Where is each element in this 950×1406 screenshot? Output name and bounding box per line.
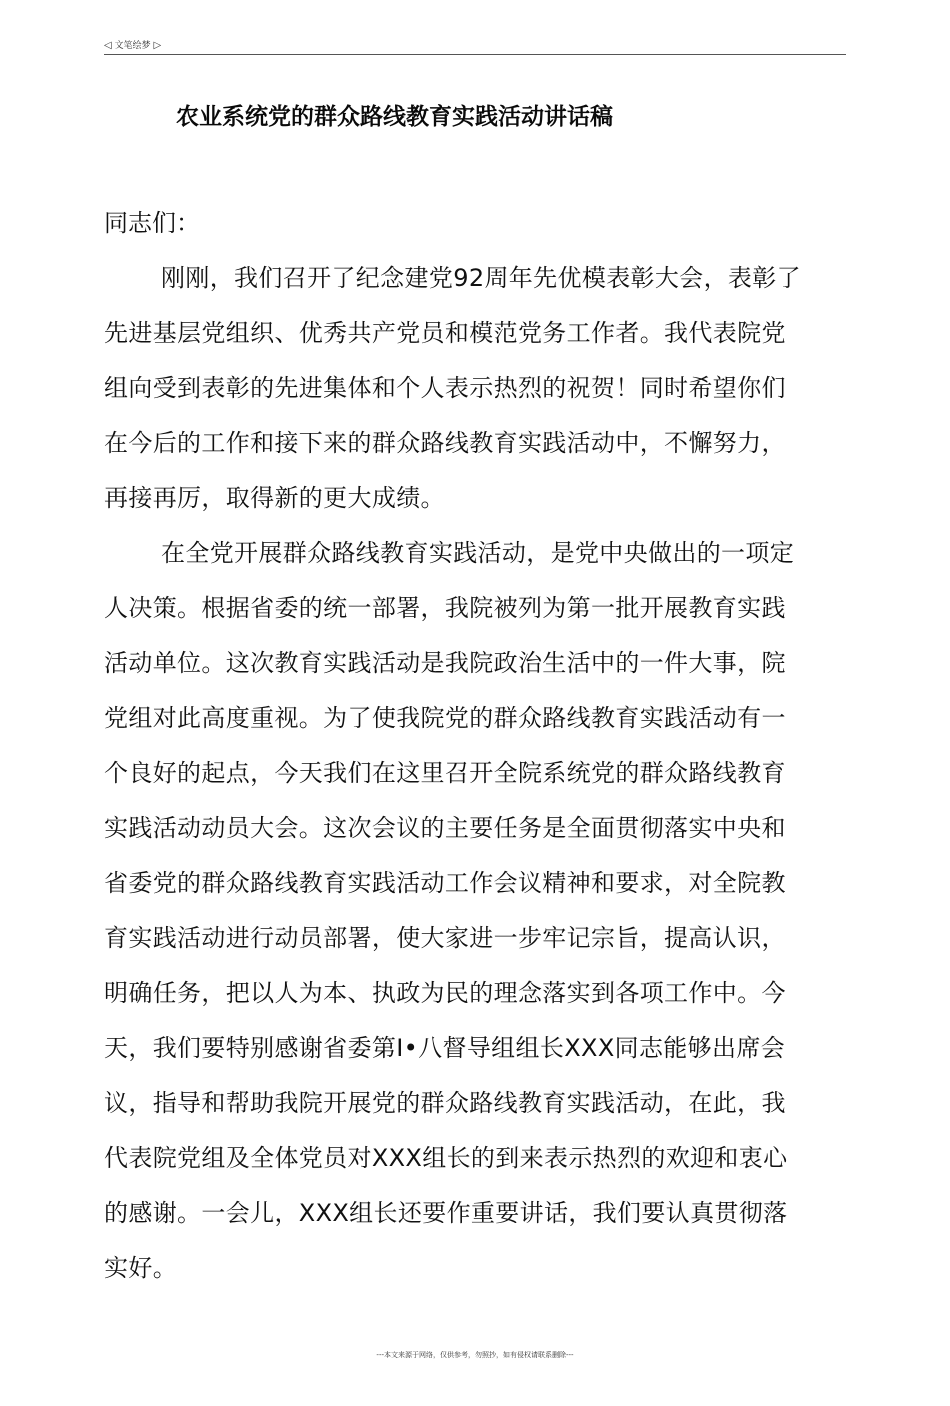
body-line: 天，我们要特别感谢省委第I•八督导组组长XXX同志能够出席会 <box>104 1034 786 1062</box>
body-line: 议，指导和帮助我院开展党的群众路线教育实践活动，在此，我 <box>104 1089 786 1117</box>
salutation: 同志们： <box>104 209 200 237</box>
body-line: 组向受到表彰的先进集体和个人表示热烈的祝贺！同时希望你们 <box>104 374 786 402</box>
body-line: 实好。 <box>104 1254 178 1282</box>
body-line: 在全党开展群众路线教育实践活动，是党中央做出的一项定 <box>161 539 795 567</box>
body-line: 的感谢。一会儿，XXX组长还要作重要讲话，我们要认真贯彻落 <box>104 1199 788 1227</box>
body-line: 在今后的工作和接下来的群众路线教育实践活动中，不懈努力， <box>104 429 786 457</box>
body-line: 明确任务，把以人为本、执政为民的理念落实到各项工作中。今 <box>104 979 786 1007</box>
body-line: 代表院党组及全体党员对XXX组长的到来表示热烈的欢迎和衷心 <box>104 1144 788 1172</box>
header-open-bracket: ◁ <box>104 40 112 51</box>
body-line: 育实践活动进行动员部署，使大家进一步牢记宗旨，提高认识， <box>104 924 786 952</box>
header-close-bracket: ▷ <box>153 40 162 51</box>
header-watermark <box>104 40 161 52</box>
body-line: 省委党的群众路线教育实践活动工作会议精神和要求，对全院教 <box>104 869 786 897</box>
page-header <box>104 38 846 55</box>
body-line: 实践活动动员大会。这次会议的主要任务是全面贯彻落实中央和 <box>104 814 786 842</box>
document-title: 农业系统党的群众路线教育实践活动讲话稿 <box>176 104 613 130</box>
body-line: 再接再厉，取得新的更大成绩。 <box>104 484 445 512</box>
header-mark-text: 文笔绘梦 <box>114 41 151 51</box>
body-line: 活动单位。这次教育实践活动是我院政治生活中的一件大事，院 <box>104 649 786 677</box>
body-line: 先进基层党组织、优秀共产党员和模范党务工作者。我代表院党 <box>104 319 786 347</box>
body-line: 人决策。根据省委的统一部署，我院被列为第一批开展教育实践 <box>104 594 786 622</box>
body-line: 党组对此高度重视。为了使我院党的群众路线教育实践活动有一 <box>104 704 786 732</box>
body-line: 个良好的起点，今天我们在这里召开全院系统党的群众路线教育 <box>104 759 786 787</box>
body-line: 刚刚，我们召开了纪念建党92周年先优模表彰大会，表彰了 <box>161 264 801 292</box>
page-footer-disclaimer: ---本文来源于网络，仅供参考，勿照抄，如有侵权请联系删除--- <box>376 1351 574 1359</box>
